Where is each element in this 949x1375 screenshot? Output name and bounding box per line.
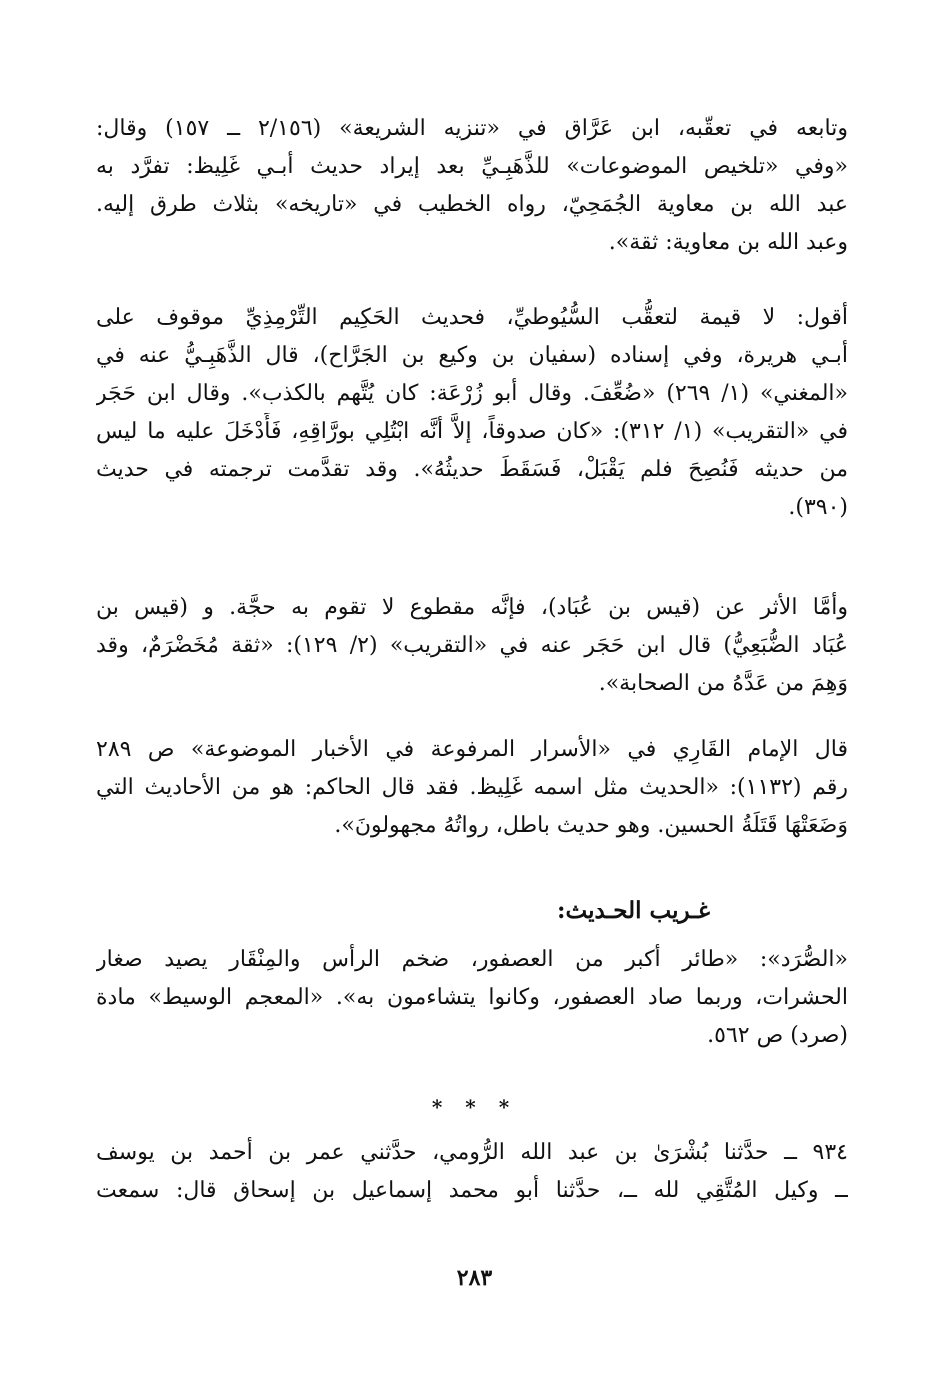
text-line: أبـي هريرة، وفي إسناده (سفيان بن وكيع بن الجَرَّاح)، قال الذَّهَبِـيُّ عنه في	[96, 343, 848, 368]
paragraph-2	[96, 299, 848, 527]
text-line: (٣٩٠).	[788, 495, 848, 520]
text-line: «الصُّرَد»: «طائر أكبر من العصفور، ضخم الرأس والمِنْقَار يصيد صغار	[96, 947, 848, 972]
text-line: وتابعه في تعقّبه، ابن عَرَّاق في «تنزيه الشريعة» (٢/١٥٦ ــ ١٥٧) وقال:	[96, 116, 848, 141]
text-line: عبد الله بن معاوية الجُمَحِيّ، رواه الخطيب في «تاريخه» بثلاث طرق إليه.	[96, 192, 848, 217]
text-line: «المغني» (١/ ٢٦٩) «ضُعِّفَ. وقال أبو زُرْعَة: كان يُتَّهم بالكذب». وقال ابن حَجَر	[96, 381, 848, 406]
paragraph-6	[96, 1134, 848, 1210]
text-line: (صرد) ص ٥٦٢.	[707, 1023, 848, 1048]
text-line: من حديثه فَنُصِحَ فلم يَقْبَلْ، فَسَقَطَ حديثُهُ». وقد تقدَّمت ترجمته في حديث	[96, 457, 848, 482]
paragraph-3	[96, 589, 848, 703]
paragraph-1	[96, 110, 848, 262]
paragraph-4	[96, 731, 848, 845]
text-line: رقم (١١٣٢): «الحديث مثل اسمه غَلِيظ. فقد قال الحاكم: هو من الأحاديث التي	[96, 775, 848, 800]
text-line: قال الإمام القَارِي في «الأسرار المرفوعة في الأخبار الموضوعة» ص ٢٨٩	[96, 737, 848, 762]
text-line: ٩٣٤ ــ حدَّثنا بُشْرَىٰ بن عبد الله الرُّومي، حدَّثني عمر بن أحمد بن يوسف	[96, 1140, 848, 1165]
text-line: عُبَاد الضُّبَعِيُّ) قال ابن حَجَر عنه في «التقريب» (٢/ ١٢٩): «ثقة مُخَضْرَمٌ، وقد	[96, 633, 848, 658]
text-line: وأمَّا الأثر عن (قيس بن عُبَاد)، فإنَّه مقطوع لا تقوم به حجَّة. و (قيس بن	[96, 595, 848, 620]
text-line: ــ وكيل المُتَّقِي لله ــ، حدَّثنا أبو محمد إسماعيل بن إسحاق قال: سمعت	[96, 1178, 848, 1203]
text-line: وَضَعَتْهَا قَتَلَةُ الحسين. وهو حديث باطل، رواتُهُ مجهولونَ».	[334, 813, 848, 838]
paragraph-5	[96, 941, 848, 1055]
text-line: وَهِمَ من عَدَّهُ من الصحابة».	[598, 671, 848, 696]
text-line: وعبد الله بن معاوية: ثقة».	[608, 230, 848, 255]
text-line: الحشرات، وربما صاد العصفور، وكانوا يتشاءمون به». «المعجم الوسيط» مادة	[96, 985, 848, 1010]
text-line: أقول: لا قيمة لتعقُّب السُّيُوطيِّ، فحديث الحَكِيم التِّرْمِذِيِّ موقوف على	[96, 305, 848, 330]
text-line: في «التقريب» (١/ ٣١٢): «كان صدوقاً، إلاَّ أنَّه ابْتُلِي بورَّاقِهِ، فَأَدْخَلَ عليه ما ليس	[96, 419, 848, 444]
section-heading: غـريب الحـديث:	[557, 897, 710, 924]
text-line: «وفي «تلخيص الموضوعات» للذَّهَبِـيِّ بعد إيراد حديث أبـي غَلِيظ: تفرَّد به	[96, 154, 848, 179]
page-number: ٢٨٣	[456, 1265, 493, 1291]
separator-stars: * * *	[431, 1095, 518, 1119]
